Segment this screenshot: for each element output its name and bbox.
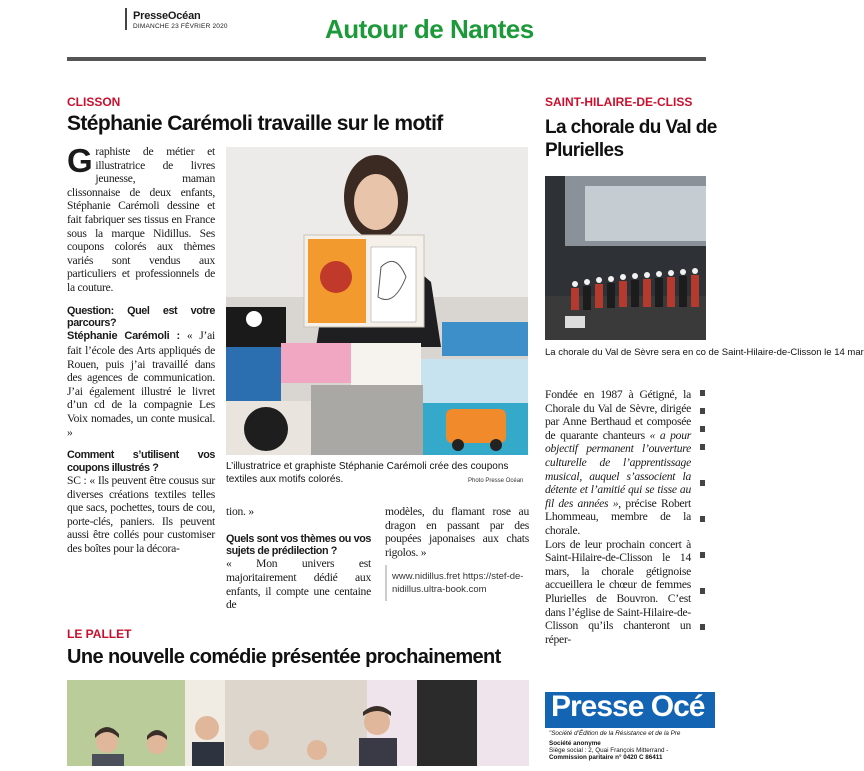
article2-headline-line1: La chorale du Val de	[545, 117, 717, 138]
masthead-divider	[125, 8, 127, 30]
answer-3-part2: modèles, du flamant rose au dragon en passant par des poupées japonaises aux chats rigolos. »	[385, 505, 529, 559]
answer-1: « J’ai fait l’école des Arts appliqués de Rouen, puis j’ai travaillé dans des agences de communication. J’ai également illustré le livret d’un cd de la compagnie Les Voix nomades, un conte musical. »	[67, 329, 216, 439]
article1-column-3	[385, 505, 529, 559]
comedy-troupe-photo	[67, 680, 529, 766]
link-marker	[385, 565, 387, 601]
question-1: Question: Quel est votre parcours?	[67, 304, 215, 329]
publisher-logo: Presse Océ	[551, 690, 705, 723]
answer-3-part1: « Mon univers est majoritairement dédié aux enfants, il compte une centaine de	[226, 557, 371, 612]
article1-column-1	[67, 142, 216, 610]
answer-2-part2: tion. »	[226, 505, 254, 518]
illustrator-photo	[226, 147, 528, 455]
article2-quote: « a pour objectif permanent l’ouverture culturelle de l’apprentissage musical, auquel s’associent la détente et l’amitié qui se tisse au fil des années »	[545, 428, 692, 510]
photo1-credit: Photo Presse Océan	[468, 478, 524, 484]
article2-headline-line2: Plurielles	[545, 140, 624, 161]
legal-line-2: Société anonyme	[549, 740, 601, 747]
newspaper-name: PresseOcéan	[133, 10, 201, 22]
article2-column-2-cropped	[698, 388, 706, 678]
article2-body-2: Lors de leur prochain concert à Saint-Hilaire-de-Clisson le 14 mars, la chorale gétignoise accueillera le chœur de femmes Plurielles de Bouvron. C’est dans l’église de Saint-Hilaire-de-Clisson qu’ils chanteront un réper-	[545, 537, 691, 646]
website-link[interactable]: www.nidillus.fret https://stef-de-nidillus.ultra-book.com	[392, 571, 524, 595]
article2-body-1-end: , précise Robert Lhommeau, membre de la chorale.	[545, 496, 692, 537]
choir-photo	[545, 176, 706, 340]
article1-lead: raphiste de métier et illustratrice de livres jeunesse, maman clissonnaise de deux enfants, Stéphanie Carémoli dessine et fait fabriquer ses tissus en France sous la marque Nidillus. Ses coupons colorés aux thèmes variés sont vendus aux particuliers et professionnels de la couture.	[67, 145, 215, 294]
drop-cap: G	[67, 142, 93, 179]
article1-headline: Stéphanie Carémoli travaille sur le motif	[67, 112, 443, 135]
answer-2-part1: SC : « Ils peuvent être cousus sur diverses créations textiles telles que sacs, pochettes, tours de cou, porte-clés, paniers. Ils peuvent aussi être collés pour customiser des boîtes pour la décora-	[67, 473, 215, 555]
answer-1-speaker: Stéphanie Carémoli :	[67, 330, 180, 343]
article2-body-1: Fondée en 1987 à Gétigné, la Chorale du Val de Sèvre, dirigée par Anne Berthaud et composée de quarante chanteurs	[545, 388, 691, 442]
article3-headline: Une nouvelle comédie présentée prochainement	[67, 646, 501, 668]
legal-line-3: Siège social : 2, Quai François Mitterrand -	[549, 747, 669, 754]
legal-line-1: "Société d’Édition de la Résistance et de la Pre	[549, 730, 681, 737]
question-3: Quels sont vos thèmes ou vos sujets de prédilection ?	[226, 532, 371, 557]
legal-line-4: Commission paritaire n° 0420 C 86411	[549, 754, 663, 761]
article3-kicker: LE PALLET	[67, 627, 132, 641]
article1-kicker: CLISSON	[67, 95, 121, 109]
article2-column-1	[545, 388, 691, 646]
photo1-caption: L’illustratrice et graphiste Stéphanie Carémoli crée des coupons textiles aux motifs colorés.	[226, 461, 509, 485]
photo2-caption: La chorale du Val de Sèvre sera en co de Saint-Hilaire-de-Clisson le 14 mar	[545, 347, 864, 358]
issue-date: DIMANCHE 23 FÉVRIER 2020	[133, 23, 228, 30]
section-title: Autour de Nantes	[325, 14, 534, 44]
question-2: Comment s’utilisent vos coupons illustrés ?	[67, 449, 215, 474]
section-rule	[67, 57, 706, 61]
article2-kicker: SAINT-HILAIRE-DE-CLISS	[545, 95, 693, 109]
article1-column-2	[226, 505, 371, 612]
